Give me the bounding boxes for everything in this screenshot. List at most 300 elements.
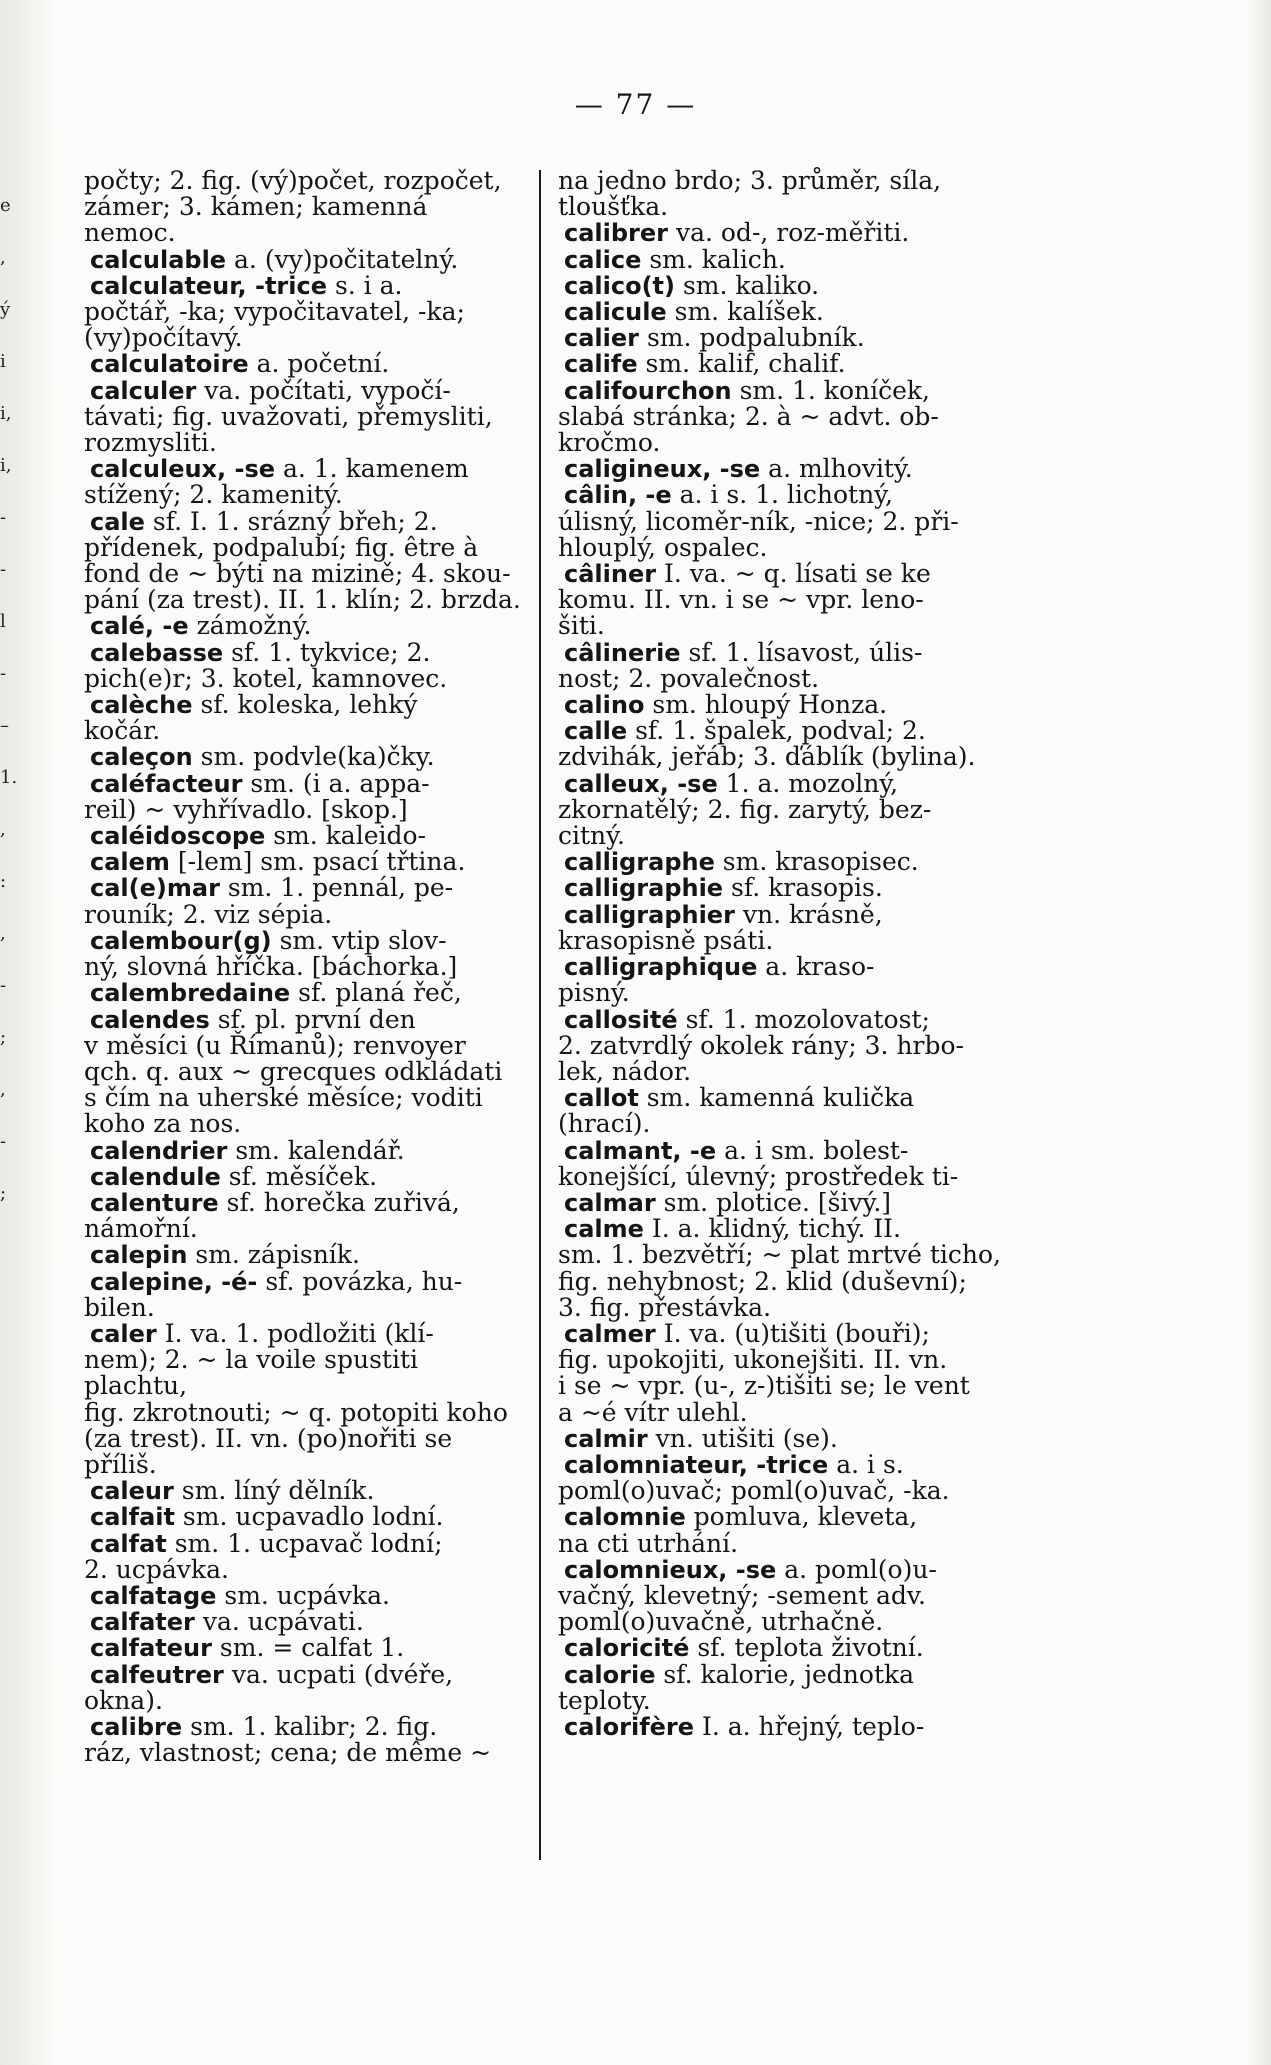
definition: a. i s. 1. lichotný, (671, 480, 893, 510)
dictionary-line (558, 587, 1018, 613)
definition: okna). (84, 1685, 163, 1715)
definition: na cti utrhání. (558, 1528, 739, 1558)
dictionary-line (558, 561, 1018, 587)
dictionary-line (84, 1347, 524, 1399)
headword: caler (90, 1319, 157, 1348)
headword: calomniateur, -trice (564, 1450, 829, 1479)
headword: calleux, -se (564, 769, 718, 798)
margin-mark: l (0, 611, 6, 632)
definition: (za trest). II. vn. (po)nořiti se (84, 1423, 453, 1453)
definition: a. i s. (828, 1449, 904, 1479)
dictionary-line (558, 1004, 1018, 1034)
definition: zámer; 3. kámen; kamenná nemoc. (84, 192, 428, 248)
definition: pisný. (558, 978, 630, 1008)
headword: calendule (90, 1162, 221, 1191)
definition: a. kraso- (757, 952, 875, 982)
headword: cale (90, 507, 145, 536)
definition: rozmysliti. (84, 428, 217, 458)
headword: calem (90, 848, 170, 877)
headword: calier (564, 324, 639, 353)
dictionary-line (84, 1004, 524, 1034)
definition: šiti. (558, 611, 605, 641)
headword: calculateur, -trice (90, 271, 327, 300)
headword: calfatage (90, 1581, 217, 1610)
definition: rouník; 2. viz sépia. (84, 899, 333, 929)
definition: zkornatělý; 2. fig. zarytý, bez- (558, 794, 932, 824)
definition: zdvihák, jeřáb; 3. ďáblík (bylina). (558, 742, 976, 772)
dictionary-line (84, 168, 524, 194)
headword: calme (564, 1215, 644, 1244)
dictionary-line (84, 925, 524, 955)
dictionary-line (84, 194, 524, 246)
dictionary-line (558, 1449, 1018, 1479)
definition: sf. kalorie, jednotka (655, 1659, 915, 1689)
definition: sm. krasopisec. (714, 847, 919, 877)
dictionary-line (84, 899, 524, 929)
headword: calembredaine (90, 979, 291, 1008)
headword: caléidoscope (90, 822, 266, 851)
definition: va. od-, roz-měřiti. (668, 218, 910, 248)
headword: calligraphe (564, 848, 715, 877)
dictionary-line (558, 794, 1018, 824)
definition: fig. upokojiti, ukonejšiti. II. vn. (558, 1345, 948, 1375)
dictionary-line (84, 1085, 524, 1111)
dictionary-line (558, 1580, 1018, 1610)
headword: calice (564, 245, 642, 274)
definition: poml(o)uvač; poml(o)uvač, -ka. (558, 1476, 950, 1506)
dictionary-line (84, 1292, 524, 1322)
definition: sm. hloupý Honza. (644, 690, 888, 720)
dictionary-line (84, 768, 524, 798)
headword: calfater (90, 1608, 195, 1637)
dictionary-line (84, 325, 524, 351)
dictionary-line (558, 325, 1018, 351)
dictionary-line (84, 718, 524, 744)
dictionary-line (558, 954, 1018, 980)
dictionary-line (558, 220, 1018, 246)
dictionary-line (84, 1554, 524, 1584)
dictionary-line (84, 1423, 524, 1453)
headword: califourchon (564, 376, 732, 405)
headword: calino (564, 691, 645, 720)
headword: calmir (564, 1424, 648, 1453)
definition: sm. ucpávka. (216, 1580, 390, 1610)
margin-mark: i (0, 351, 6, 372)
dictionary-line (84, 506, 524, 536)
dictionary-line (558, 1318, 1018, 1348)
dictionary-line (558, 1423, 1018, 1453)
dictionary-line (558, 823, 1018, 849)
headword: cal(e)mar (90, 874, 220, 903)
definition: távati; fig. uvažovati, přemysliti, (84, 401, 493, 431)
headword: calenture (90, 1188, 219, 1217)
headword: calico(t) (564, 271, 675, 300)
dictionary-line (84, 1528, 524, 1558)
definition: I. a. klidný, tichý. II. (643, 1214, 901, 1244)
dictionary-line (558, 1554, 1018, 1584)
dictionary-line (558, 744, 1018, 770)
dictionary-line (84, 663, 524, 693)
headword: câliner (564, 560, 657, 589)
dictionary-line (558, 351, 1018, 377)
dictionary-line (84, 980, 524, 1006)
definition: qch. q. aux ~ grecques odkládati (84, 1056, 503, 1086)
headword: calepine, -é- (90, 1267, 258, 1296)
headword: calle (564, 717, 628, 746)
definition: přídenek, podpalubí; fig. être à (84, 532, 479, 562)
definition: s. i a. (327, 270, 403, 300)
margin-mark: - (0, 507, 7, 528)
definition: a. mlhovitý. (760, 454, 913, 484)
headword: calomnie (564, 1503, 686, 1532)
dictionary-line (558, 692, 1018, 718)
definition: 3. fig. přestávka. (558, 1292, 772, 1322)
margin-mark: , (0, 819, 6, 840)
dictionary-line (558, 1711, 1018, 1741)
dictionary-line (558, 1504, 1018, 1530)
definition: vn. utišiti (se). (647, 1423, 838, 1453)
headword: calfateur (90, 1634, 212, 1663)
dictionary-line (558, 1030, 1018, 1060)
definition: sf. teplota životní. (689, 1633, 924, 1663)
definition: sm. kalif, chalif. (637, 349, 846, 379)
dictionary-line (84, 482, 524, 508)
dictionary-line (558, 1347, 1018, 1373)
dictionary-line (558, 899, 1018, 929)
definition: kročmo. (558, 428, 661, 458)
dictionary-line (558, 613, 1018, 639)
dictionary-line (84, 532, 524, 562)
dictionary-line (84, 954, 524, 980)
margin-mark: - (0, 975, 7, 996)
dictionary-line (558, 637, 1018, 667)
dictionary-line (558, 1161, 1018, 1191)
dictionary-line (558, 401, 1018, 431)
dictionary-line (84, 823, 524, 849)
definition: ný, slovná hříčka. [báchorka.] (84, 952, 458, 982)
headword: calligraphie (564, 874, 724, 903)
dictionary-line (558, 299, 1018, 325)
definition: reil) ~ vyhřívadlo. [skop.] (84, 794, 408, 824)
definition: a. poml(o)u- (776, 1554, 937, 1584)
dictionary-line (84, 1478, 524, 1504)
definition: sf. krasopis. (723, 873, 883, 903)
definition: I. va. ~ q. lísati se ke (656, 559, 931, 589)
headword: callot (564, 1084, 639, 1113)
dictionary-line (84, 1609, 524, 1635)
definition: a. i sm. bolest- (716, 1135, 909, 1165)
dictionary-line (84, 794, 524, 824)
dictionary-line (558, 270, 1018, 300)
column-divider (539, 170, 541, 1860)
dictionary-line (84, 1161, 524, 1191)
headword: calife (564, 350, 638, 379)
definition: sf. 1. lísavost, úlis- (680, 637, 923, 667)
headword: calligraphier (564, 900, 735, 929)
dictionary-line (558, 875, 1018, 901)
dictionary-line (84, 1056, 524, 1086)
page-edge-shadow (1247, 0, 1271, 2065)
dictionary-line (84, 1635, 524, 1661)
definition: sm. kalendář. (227, 1135, 405, 1165)
headword: calculeux, -se (90, 455, 276, 484)
headword: calebasse (90, 638, 224, 667)
definition: tloušťka. (558, 192, 669, 222)
dictionary-line (84, 1685, 524, 1715)
definition: a. početní. (248, 349, 390, 379)
definition: sm. ucpavadlo lodní. (174, 1502, 444, 1532)
dictionary-line (558, 1292, 1018, 1322)
definition: lek, nádor. (558, 1056, 692, 1086)
dictionary-line (558, 980, 1018, 1006)
dictionary-line (84, 1242, 524, 1268)
dictionary-line (558, 849, 1018, 875)
definition: sm. líný dělník. (173, 1476, 375, 1506)
margin-mark: , (0, 1079, 6, 1100)
dictionary-line (84, 244, 524, 274)
definition: úlisný, licoměr-ník, -nice; 2. při- (558, 506, 959, 536)
definition: sm. podvle(ka)čky. (192, 742, 435, 772)
dictionary-line (558, 663, 1018, 693)
definition: sm. (i a. appa- (242, 768, 430, 798)
page-number: — 77 — (574, 88, 697, 121)
headword: calmar (564, 1188, 656, 1217)
definition: va. ucpávati. (194, 1607, 364, 1637)
headword: calculable (90, 245, 227, 274)
dictionary-line (558, 168, 1018, 194)
headword: calomnieux, -se (564, 1555, 777, 1584)
dictionary-line (84, 1266, 524, 1296)
definition: nost; 2. povalečnost. (558, 663, 820, 693)
dictionary-line (558, 768, 1018, 798)
dictionary-line (84, 430, 524, 456)
dictionary-line (84, 1318, 524, 1348)
definition: [-lem] sm. psací třtina. (169, 847, 466, 877)
definition: va. ucpati (dvéře, (223, 1659, 454, 1689)
definition: 1. a. mozolný, (717, 768, 899, 798)
definition: sm. 1. kalibr; 2. fig. (182, 1711, 438, 1741)
dictionary-line (84, 744, 524, 770)
definition: sm. plotice. [šivý.] (655, 1187, 892, 1217)
headword: calibre (90, 1712, 183, 1741)
definition: sm. 1. koníček, (731, 375, 930, 405)
headword: calendrier (90, 1136, 228, 1165)
margin-mark: ; (0, 1027, 7, 1048)
margin-mark: 1. (0, 767, 18, 788)
headword: caligineux, -se (564, 455, 761, 484)
definition: sm. kamenná kulička (638, 1083, 915, 1113)
definition: (hrací). (558, 1109, 651, 1139)
definition: koho za nos. (84, 1109, 242, 1139)
dictionary-line (558, 1635, 1018, 1661)
dictionary-line (84, 1449, 524, 1479)
definition: a. (vy)počitatelný. (226, 244, 459, 274)
headword: calfat (90, 1529, 167, 1558)
dictionary-line (84, 1216, 524, 1242)
headword: calfeutrer (90, 1660, 224, 1689)
margin-mark: - (0, 663, 7, 684)
dictionary-line (84, 849, 524, 875)
dictionary-line (84, 270, 524, 300)
definition: komu. II. vn. i se ~ vpr. leno- (558, 585, 924, 615)
definition: sf. povázka, hu- (257, 1266, 463, 1296)
dictionary-line (558, 1135, 1018, 1165)
definition: sm. kalich. (641, 244, 786, 274)
dictionary-line (84, 1030, 524, 1060)
definition: vn. krásně, (734, 899, 883, 929)
definition: teploty. (558, 1685, 651, 1715)
definition: bilen. (84, 1292, 155, 1322)
dictionary-line (84, 1740, 524, 1766)
definition: příliš. (84, 1449, 157, 1479)
definition: (vy)počítavý. (84, 323, 243, 353)
definition: sf. pl. první den (209, 1004, 416, 1034)
definition: krasopisně psáti. (558, 925, 774, 955)
definition: ráz, vlastnost; cena; de même ~ (84, 1738, 492, 1768)
headword: calorifère (564, 1712, 695, 1741)
definition: slabá stránka; 2. à ~ advt. ob- (558, 401, 939, 431)
definition: pání (za trest). II. 1. klín; 2. brzda. (84, 585, 521, 615)
dictionary-line (84, 637, 524, 667)
definition: sm. 1. ucpavač lodní; (166, 1528, 443, 1558)
definition: a. 1. kamenem (275, 454, 469, 484)
definition: počty; 2. fig. (vý)počet, rozpočet, (84, 166, 502, 195)
headword: caléfacteur (90, 769, 243, 798)
definition: fig. zkrotnouti; ~ q. potopiti koho (84, 1397, 508, 1427)
headword: calculatoire (90, 350, 249, 379)
dictionary-line (84, 587, 524, 613)
headword: calculer (90, 376, 197, 405)
dictionary-line (558, 1659, 1018, 1689)
definition: sf. 1. špalek, podval; 2. (627, 716, 926, 746)
definition: sm. 1. bezvětří; ~ plat mrtvé ticho, (558, 1240, 1001, 1270)
definition: hlouplý, ospalec. (558, 532, 768, 562)
dictionary-line (558, 375, 1018, 405)
margin-mark: , (0, 247, 6, 268)
left-column (84, 168, 524, 1766)
definition: citný. (558, 821, 625, 851)
definition: sf. I. 1. srázný břeh; 2. (144, 506, 438, 536)
dictionary-line (558, 532, 1018, 562)
dictionary-line (84, 1711, 524, 1741)
definition: poml(o)uvačně, utrhačně. (558, 1607, 884, 1637)
dictionary-line (558, 1242, 1018, 1268)
margin-mark: i, (0, 455, 12, 476)
definition: kočár. (84, 716, 161, 746)
dictionary-line (84, 1659, 524, 1689)
right-column (558, 168, 1018, 1740)
definition: sf. horečka zuřivá, (218, 1187, 460, 1217)
margin-mark: - (0, 559, 7, 580)
margin-mark: e (0, 195, 11, 216)
dictionary-line (558, 1266, 1018, 1296)
dictionary-line (558, 1216, 1018, 1242)
definition: fig. nehybnost; 2. klid (duševní); (558, 1266, 967, 1296)
definition: vačný, klevetný; -sement adv. (558, 1580, 927, 1610)
dictionary-line (558, 1478, 1018, 1504)
headword: calepin (90, 1241, 188, 1270)
definition: v měsíci (u Římanů); renvoyer (84, 1030, 466, 1060)
margin-marks (0, 180, 18, 1220)
definition: na jedno brdo; 3. průměr, síla, (558, 166, 942, 195)
definition: sf. planá řeč, (290, 978, 462, 1008)
dictionary-line (558, 482, 1018, 508)
dictionary-line (558, 1056, 1018, 1086)
dictionary-line (84, 613, 524, 639)
dictionary-line (84, 1111, 524, 1137)
dictionary-line (558, 1111, 1018, 1137)
headword: câlin, -e (564, 481, 672, 510)
definition: sm. 1. pennál, pe- (219, 873, 454, 903)
definition: fond de ~ býti na mizině; 4. skou- (84, 559, 511, 589)
dictionary-line (558, 718, 1018, 744)
dictionary-line (558, 430, 1018, 456)
headword: caleur (90, 1477, 174, 1506)
dictionary-line (558, 194, 1018, 220)
headword: calorie (564, 1660, 656, 1689)
definition: námořní. (84, 1214, 198, 1244)
dictionary-line (558, 1085, 1018, 1111)
margin-mark: , (0, 923, 6, 944)
definition: konejšící, úlevný; prostředek ti- (558, 1161, 959, 1191)
margin-mark: ý (0, 299, 11, 320)
margin-mark: – (0, 715, 9, 736)
definition: pomluva, kleveta, (685, 1502, 918, 1532)
dictionary-line (84, 561, 524, 587)
dictionary-line (84, 1135, 524, 1165)
definition: I. va. 1. podložiti (klí- (156, 1318, 434, 1348)
headword: calembour(g) (90, 926, 272, 955)
definition: sf. 1. tykvice; 2. (223, 637, 431, 667)
definition: pich(e)r; 3. kotel, kamnovec. (84, 663, 448, 693)
definition: počtář, -ka; vypočitavatel, -ka; (84, 297, 465, 327)
margin-mark: i, (0, 403, 12, 424)
dictionary-line (84, 1580, 524, 1610)
headword: calé, -e (90, 612, 189, 641)
definition: I. a. hřejný, teplo- (694, 1711, 925, 1741)
dictionary-line (84, 299, 524, 325)
definition: I. va. (u)tišiti (bouři); (655, 1318, 930, 1348)
dictionary-line (558, 456, 1018, 482)
definition: nem); 2. ~ la voile spustiti plachtu, (84, 1345, 419, 1401)
definition: sm. kaliko. (675, 270, 820, 300)
definition: sf. 1. mozolovatost; (677, 1004, 930, 1034)
headword: calmer (564, 1319, 656, 1348)
headword: caleçon (90, 743, 193, 772)
dictionary-line (84, 875, 524, 901)
dictionary-line (558, 1685, 1018, 1715)
definition: sm. zápisník. (187, 1240, 360, 1270)
dictionary-line (558, 1373, 1018, 1399)
dictionary-line (558, 506, 1018, 536)
definition: zámožný. (188, 611, 312, 641)
definition: sm. kalíšek. (666, 297, 824, 327)
dictionary-line (84, 351, 524, 377)
headword: calfait (90, 1503, 175, 1532)
definition: stížený; 2. kamenitý. (84, 480, 343, 510)
definition: sm. kaleido- (265, 821, 426, 851)
dictionary-line (84, 1397, 524, 1427)
dictionary-line (558, 1397, 1018, 1427)
definition: sf. měsíček. (220, 1161, 378, 1191)
margin-mark: ; (0, 1183, 7, 1204)
headword: caloricité (564, 1634, 690, 1663)
dictionary-line (84, 401, 524, 431)
definition: s čím na uherské měsíce; voditi (84, 1083, 483, 1113)
dictionary-line (558, 1609, 1018, 1635)
margin-mark: : (0, 871, 7, 892)
definition: sm. podpalubník. (639, 323, 865, 353)
